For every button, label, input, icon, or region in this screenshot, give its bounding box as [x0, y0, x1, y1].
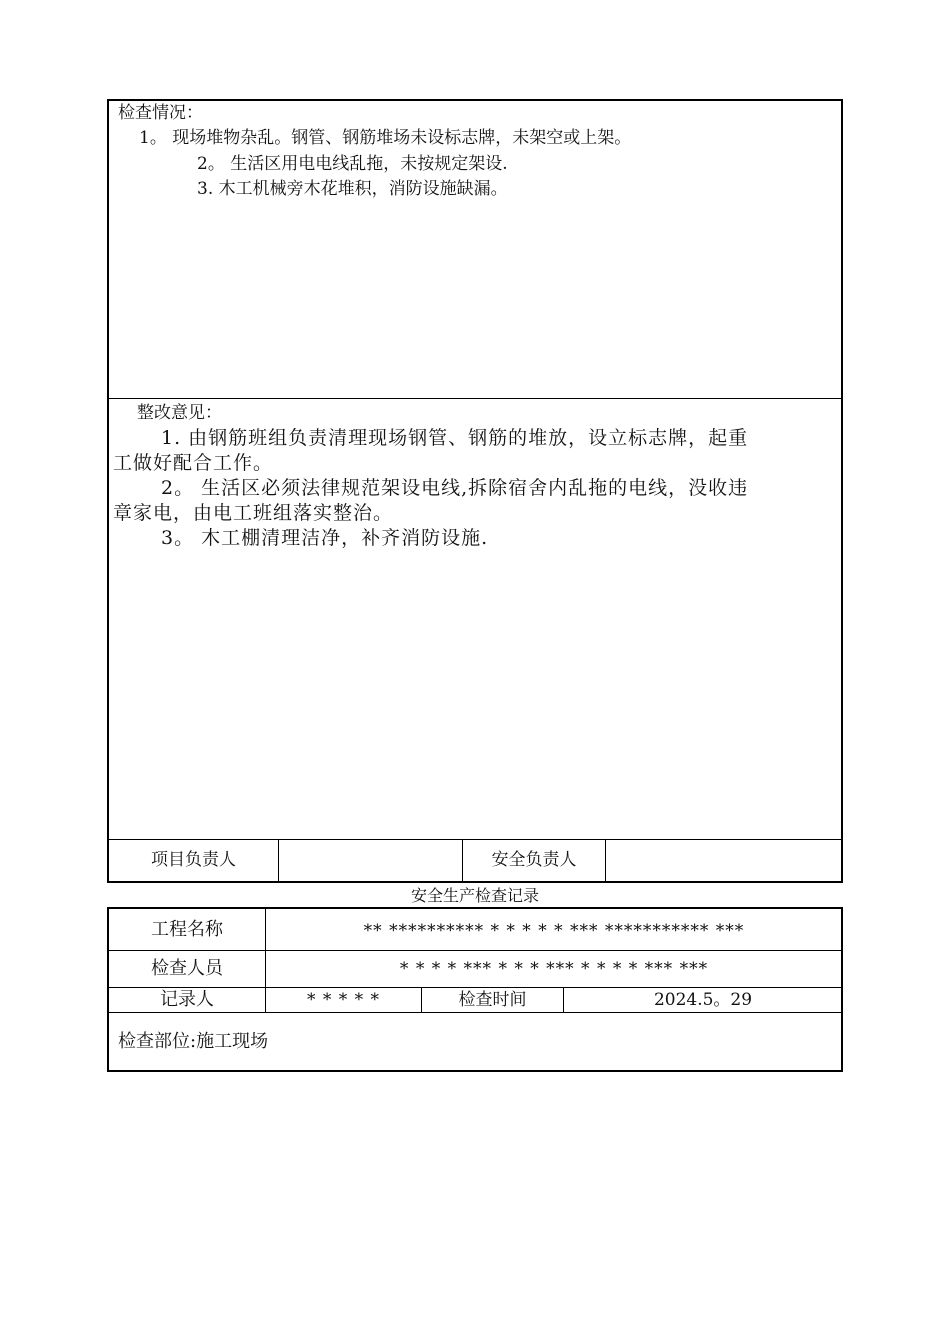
project-name-label: 工程名称 [151, 919, 223, 940]
recorder-value: * * * * * [306, 990, 381, 1010]
divider-signoff [108, 839, 842, 840]
rectification-heading: 整改意见： [137, 403, 222, 423]
inspection-item-3: 3. 木工机械旁木花堆积，消防设施缺漏。 [197, 179, 508, 199]
rectification-line-5: 3。 木工棚清理洁净，补齐消防设施. [161, 527, 489, 549]
form-title: 安全生产检查记录 [410, 886, 539, 905]
inspection-item-2: 2。 生活区用电电线乱拖，未按规定架设. [197, 154, 508, 174]
project-name-value: ** ********** * * * * * *** *********** *** [363, 921, 745, 941]
record-row-line-1 [108, 950, 842, 951]
rectification-line-4: 章家电，由电工班组落实整治。 [113, 502, 394, 524]
rectification-line-2: 工做好配合工作。 [113, 452, 274, 474]
project-leader-label: 项目负责人 [151, 850, 236, 870]
record-row-line-2 [108, 987, 842, 988]
time-label: 检查时间 [458, 990, 527, 1010]
divider-inspection-rectification [108, 398, 842, 399]
inspection-location: 检查部位:施工现场 [118, 1031, 269, 1052]
time-value: 2024.5。29 [653, 990, 753, 1010]
inspectors-value: * * * * *** * * * *** * * * * *** *** [399, 959, 709, 979]
rectification-line-3: 2。 生活区必须法律规范架设电线,拆除宿舍内乱拖的电线，没收违 [161, 477, 749, 499]
record-row-line-3 [108, 1012, 842, 1013]
recorder-label: 记录人 [160, 989, 214, 1010]
rectification-line-1: 1. 由钢筋班组负责清理现场钢管、钢筋的堆放，设立标志牌，起重 [161, 427, 749, 449]
inspection-heading: 检查情况： [118, 103, 203, 123]
inspectors-label: 检查人员 [151, 958, 223, 979]
inspection-item-1: 1。 现场堆物杂乱。钢管、钢筋堆场未设标志牌，未架空或上架。 [139, 128, 632, 148]
signoff-divider-3 [605, 839, 606, 882]
safety-leader-label: 安全负责人 [491, 850, 577, 870]
signoff-divider-1 [278, 839, 279, 882]
